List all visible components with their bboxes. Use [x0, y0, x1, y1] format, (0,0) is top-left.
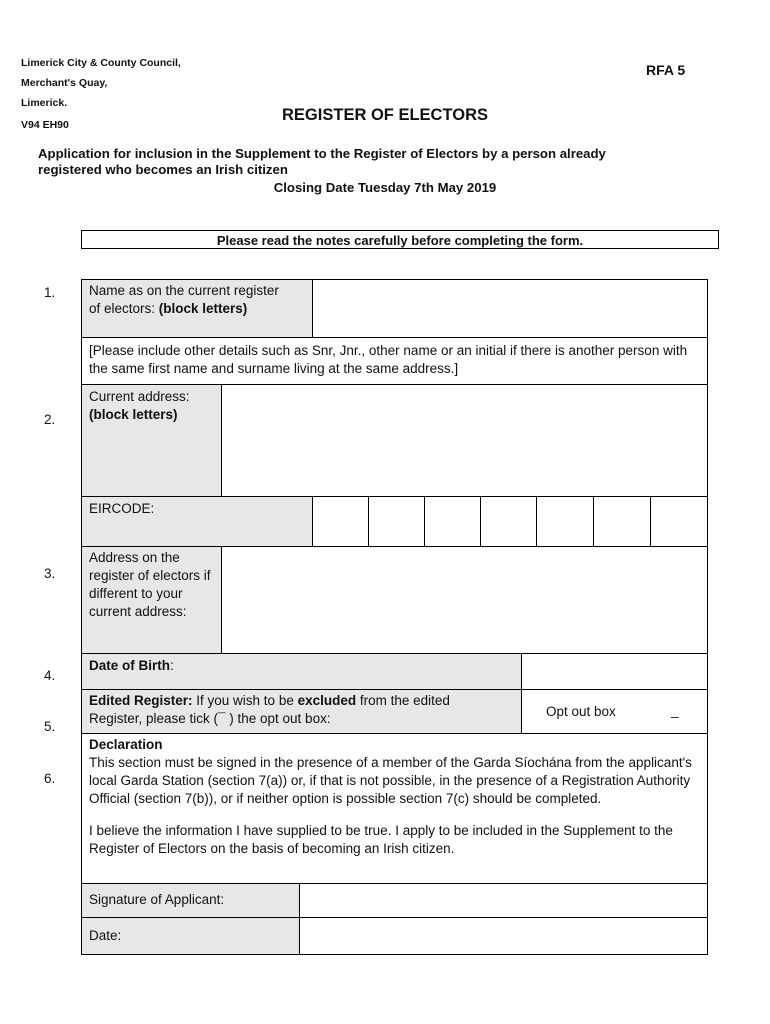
- declaration-paragraph-1: This section must be signed in the presence of a member of the Garda Síochána from the applicant's local Garda Station (section 7(a)) or, if that is not possible, in the presence of a Registration Authority Official (section 7(b)), or if neither option is possible section 7(c) should be completed.: [89, 755, 692, 806]
- notes-banner: Please read the notes carefully before completing the form.: [81, 230, 719, 249]
- form-reference: RFA 5: [646, 62, 686, 78]
- intro-text: [38, 146, 738, 178]
- border-line: [368, 496, 369, 546]
- section-number-4: 4.: [44, 668, 56, 683]
- eircode-box-6[interactable]: [594, 497, 650, 546]
- border-line: [536, 496, 537, 546]
- previous-address-label: Address on the register of electors if different to your current address:: [82, 547, 221, 653]
- intro-line-2: registered who becomes an Irish citizen: [38, 162, 288, 177]
- border-line: [312, 496, 313, 546]
- eircode-box-4[interactable]: [481, 497, 536, 546]
- eircode-box-7[interactable]: [651, 497, 707, 546]
- eircode-box-3[interactable]: [425, 497, 480, 546]
- dob-label: Date of Birth:: [82, 654, 521, 689]
- opt-out-mark: _: [671, 703, 679, 718]
- current-address-field[interactable]: [221, 385, 707, 497]
- issuer-line-2: Merchant's Quay,: [21, 77, 108, 89]
- border-line: [82, 337, 707, 338]
- border-line: [82, 384, 707, 385]
- border-line: [707, 279, 708, 955]
- issuer-line-1: Limerick City & County Council,: [21, 57, 181, 69]
- declaration-heading: Declaration: [89, 737, 163, 752]
- issuer-eircode: V94 EH90: [21, 119, 69, 131]
- border-line: [82, 954, 707, 955]
- current-address-label: Current address: (block letters): [82, 385, 221, 497]
- border-line: [221, 546, 222, 653]
- border-line: [82, 733, 707, 734]
- opt-out-box[interactable]: [522, 690, 707, 733]
- section-number-3: 3.: [44, 566, 56, 581]
- border-line: [312, 279, 313, 337]
- name-input-field[interactable]: [312, 280, 707, 337]
- border-line: [81, 279, 82, 955]
- border-line: [593, 496, 594, 546]
- issuer-line-3: Limerick.: [21, 97, 68, 109]
- section-number-6: 6.: [44, 771, 56, 786]
- name-note: [Please include other details such as Snr, Jnr., other name or an initial if there is another person with the same first name and surname living at the same address.]: [89, 343, 688, 376]
- border-line: [82, 883, 707, 884]
- name-label: Name as on the current register of electors: (block letters): [82, 280, 312, 337]
- edited-register-label: Edited Register: If you wish to be excluded from the edited Register, please tick (¯ ) the opt out box:: [82, 690, 521, 733]
- border-line: [82, 689, 707, 690]
- eircode-box-2[interactable]: [369, 497, 424, 546]
- dob-field[interactable]: [522, 654, 707, 689]
- eircode-label: EIRCODE:: [82, 497, 312, 546]
- border-line: [82, 546, 707, 547]
- border-line: [82, 496, 707, 497]
- eircode-box-5[interactable]: [537, 497, 593, 546]
- section-number-2: 2.: [44, 412, 56, 427]
- closing-date: Closing Date Tuesday 7th May 2019: [273, 180, 497, 195]
- signature-field[interactable]: [300, 884, 707, 918]
- opt-out-label: Opt out box: [546, 704, 616, 719]
- border-line: [82, 653, 707, 654]
- border-line: [480, 496, 481, 546]
- declaration-block: [82, 734, 707, 884]
- declaration-paragraph-2: I believe the information I have supplied to be true. I apply to be included in the Supplement to the Register of Electors on the basis of becoming an Irish citizen.: [89, 823, 673, 856]
- signature-label: Signature of Applicant:: [82, 884, 299, 918]
- section-number-5: 5.: [44, 719, 56, 734]
- border-line: [424, 496, 425, 546]
- eircode-box-1[interactable]: [313, 497, 368, 546]
- border-line: [299, 883, 300, 954]
- page-title: REGISTER OF ELECTORS: [282, 106, 488, 124]
- intro-line-1: Application for inclusion in the Supplement to the Register of Electors by a person already: [38, 146, 606, 161]
- date-field[interactable]: [300, 918, 707, 954]
- border-line: [221, 384, 222, 496]
- border-line: [82, 917, 707, 918]
- border-line: [650, 496, 651, 546]
- border-line: [82, 279, 707, 280]
- previous-address-field[interactable]: [221, 547, 707, 653]
- date-label: Date:: [82, 918, 299, 954]
- border-line: [521, 653, 522, 733]
- section-number-1: 1.: [44, 285, 56, 300]
